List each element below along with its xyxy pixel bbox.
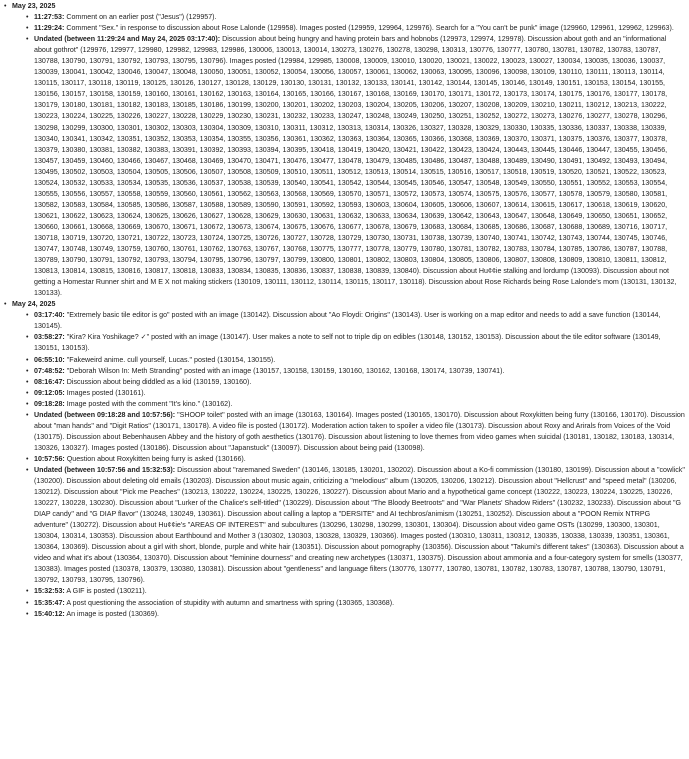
entry-text: Discussion about "raremaned Sweden" (130146, 130185, 130201, 130202). Discussion about a Ko-fi commission (130180, 130199). Discussion about a "cowlick" (130200). Discussion about deleting old emails (130203). Discussion about music again, criticizing a "melodious" album (130205, 130206, 130212). Discussion about "Hellcrust" and "speed metal" (130206, 130212). Discussion about "Pick me Peaches" (130213, 130222, 130224, 130225, 130226, 130227). Discussion about Mario and a hypothetical game concept (130222, 130223, 130224, 130225, 130226, 130227, 130228, 130230). Discussion about "Lurker of the Chalice's self-titled" (130229). Discussion about "The Bloody Beetroots" and "War Planets' Shadow Riders" (130232, 130233). Discussion about "G DIAP candy" and "G DIAP flavor" (130248, 130249, 130361). Discussion about calling a laptop a "DERSITE" and AI techbros/animism (130251, 130252). Discussion about a "POON Remix NTRPG adventure" (130272). Discussion about Hu¢¢ie's "AREAS OF INTEREST" and subcultures (130296, 130298, 130299, 130301, 130304). Discussion about video game OSTs (130299, 130300, 130301, 130304, 130314, 130353). Discussion about Earthbound and Mother 3 (130302, 130303, 130328, 130329, 130366). Images posted (130310, 130311, 130312, 130335, 130338, 130339, 130351, 130361, 130364, 130369). Discussion about a girl with short, blonde, purple and white hair (130351). Discussion about pornography (130356). Discussion about "Takumi's different takes" (130363). Discussion about a video and what it's about (130364, 130370). Discussion about "feminine dourness" and creating new archetypes (130371, 130375). Discussion about ammonia and a four-category system for smells (130377, 130383). Images posted (130378, 130379, 130380, 130381). Discussion about "gentleness" and language filters (130776, 130777, 130780, 130781, 130782, 130783, 130787, 130788, 130790, 130791, 130792, 130793, 130795, 130796). — [34, 465, 685, 585]
entry-text: "Extremely basic tile editor is go" posted with an image (130142). Discussion about "Ao Floydi: Origins" (130143). User is working on a map editor and needs to add a save function (130144, 130145). — [34, 311, 661, 331]
log-entry — [26, 465, 685, 587]
log-entry — [26, 377, 685, 388]
log-entry — [26, 399, 685, 410]
entry-text: An image is posted (130369). — [66, 609, 160, 618]
entry-time: 15:35:47: — [34, 598, 65, 607]
entry-time: 11:29:24: — [34, 24, 65, 33]
log-entry — [26, 34, 685, 299]
entry-time: Undated (between 11:29:24 and May 24, 2025 03:17:40): — [34, 35, 221, 44]
log-entry — [26, 586, 685, 597]
log-entry — [26, 310, 685, 332]
entry-time: 15:40:12: — [34, 609, 65, 618]
log-entry — [26, 598, 685, 609]
entry-text: "SHOOP toilet" posted with an image (130163, 130164). Images posted (130165, 130170). Discussion about Roxykitten being furry (130166, 130170). Discussion about "man hands" and "Digit Ratios" (130171, 130178). A video file is posted (130172). Moderation action taken to spoiler a video file (130173). Discussion about Roxy and Arirals from Voices of the Void (130175). Discussion about Bebenhausen Abbey and the history of goth aesthetics (130176). Discussion about listening to love themes from video games when suicidal (130181, 130182, 130183, 130314, 130326, 130327). Images posted (130186). Discussion about "Japanstuck" (130097). Discussion about being paid (130098). — [34, 410, 685, 452]
log-entry — [26, 366, 685, 377]
log-entry — [26, 332, 685, 354]
log-entry — [26, 388, 685, 399]
entry-text: Images posted (130161). — [66, 388, 146, 397]
entry-text: "Fakeweird anime. cull yourself, Lucas." posted (130154, 130155). — [66, 355, 276, 364]
entry-time: 03:17:40: — [34, 311, 65, 320]
entry-time: 11:27:53: — [34, 13, 65, 22]
log-entry — [26, 12, 685, 23]
log-entry — [26, 609, 685, 620]
entry-text: Discussion about being diddled as a kid (130159, 130160). — [66, 377, 252, 386]
entry-time: 06:55:10: — [34, 355, 65, 364]
entry-list — [12, 310, 685, 619]
entry-text: Discussion about being hungry and having protein bars and hobnobs (129973, 129974, 129978). Discussion about goth and an "informational about gothrot" (129976, 129977, 129980, 129982, 129983, 129986, 130006, 130013, 130014, 130273, 130276, 130278, 130298, 130313, 130776, 130777, 130780, 130781, 130782, 130783, 130787, 130788, 130790, 130791, 130792, 130793, 130795, 130796). Images posted (129984, 129985, 130008, 130009, 130010, 130020, 130021, 130022, 130023, 130027, 130034, 130035, 130036, 130037, 130039, 130041, 130042, 130046, 130047, 130048, 130050, 130051, 130052, 130054, 130056, 130057, 130061, 130062, 130063, 130095, 130096, 130098, 130109, 130110, 130111, 130113, 130114, 130115, 130117, 130118, 130119, 130125, 130126, 130127, 130128, 130129, 130130, 130131, 130132, 130133, 130141, 130142, 130144, 130145, 130146, 130149, 130151, 130153, 130154, 130155, 130156, 130157, 130158, 130159, 130160, 130161, 130162, 130163, 130164, 130165, 130166, 130167, 130168, 130169, 130170, 130171, 130172, 130173, 130174, 130175, 130176, 130177, 130178, 130179, 130180, 130181, 130182, 130183, 130185, 130186, 130199, 130200, 130201, 130202, 130203, 130204, 130205, 130206, 130207, 130208, 130209, 130210, 130211, 130212, 130213, 130222, 130223, 130224, 130225, 130226, 130227, 130228, 130229, 130230, 130231, 130232, 130233, 130247, 130248, 130249, 130250, 130251, 130252, 130272, 130273, 130276, 130277, 130278, 130296, 130298, 130299, 130300, 130301, 130302, 130303, 130304, 130309, 130310, 130311, 130312, 130313, 130314, 130326, 130327, 130328, 130329, 130330, 130335, 130336, 130337, 130338, 130339, 130340, 130341, 130342, 130351, 130352, 130353, 130354, 130355, 130356, 130361, 130362, 130363, 130364, 130365, 130366, 130368, 130369, 130370, 130371, 130375, 130376, 130377, 130378, 130379, 130380, 130381, 130382, 130383, 130391, 130392, 130393, 130394, 130395, 130418, 130419, 130420, 130421, 130422, 130423, 130424, 130443, 130445, 130446, 130447, 130455, 130456, 130457, 130459, 130460, 130466, 130467, 130468, 130469, 130470, 130471, 130476, 130477, 130478, 130479, 130485, 130486, 130487, 130488, 130489, 130490, 130491, 130492, 130493, 130494, 130495, 130502, 130503, 130504, 130505, 130506, 130507, 130508, 130509, 130510, 130511, 130512, 130513, 130514, 130515, 130516, 130517, 130518, 130519, 130520, 130521, 130522, 130523, 130524, 130532, 130533, 130534, 130535, 130536, 130537, 130538, 130539, 130540, 130541, 130542, 130544, 130545, 130546, 130547, 130548, 130549, 130550, 130551, 130552, 130553, 130554, 130555, 130556, 130557, 130558, 130559, 130560, 130561, 130562, 130563, 130568, 130569, 130570, 130571, 130572, 130573, 130574, 130575, 130576, 130577, 130578, 130579, 130580, 130581, 130582, 130583, 130584, 130585, 130586, 130587, 130588, 130589, 130590, 130591, 130592, 130593, 130603, 130604, 130605, 130606, 130607, 130614, 130615, 130617, 130618, 130619, 130620, 130621, 130622, 130623, 130624, 130625, 130626, 130627, 130628, 130629, 130630, 130631, 130632, 130633, 130634, 130639, 130642, 130643, 130647, 130648, 130649, 130650, 130651, 130652, 130660, 130661, 130668, 130669, 130670, 130671, 130672, 130673, 130674, 130675, 130676, 130677, 130678, 130679, 130683, 130684, 130685, 130686, 130687, 130688, 130689, 130716, 130717, 130718, 130719, 130720, 130721, 130722, 130723, 130724, 130725, 130726, 130727, 130728, 130729, 130730, 130731, 130738, 130739, 130740, 130741, 130742, 130743, 130744, 130745, 130746, 130747, 130748, 130749, 130759, 130760, 130761, 130762, 130763, 130767, 130768, 130775, 130777, 130778, 130779, 130780, 130781, 130782, 130783, 130784, 130785, 130786, 130787, 130788, 130789, 130790, 130791, 130792, 130793, 130794, 130795, 130796, 130797, 130799, 130800, 130801, 130802, 130803, 130804, 130805, 130806, 130807, 130808, 130809, 130810, 130811, 130812, 130813, 130814, 130815, 130816, 130817, 130818, 130833, 130834, 130835, 130836, 130837, 130838, 130839, 130840). Discussion about Hu¢¢ie stalking and lordump (130093). Discussion about not getting a Homestar Runner shirt and M E X not making stickers (130109, 130111, 130112, 130114, 130115, 130117, 130118). Discussion about Rose Richards being Rose Lalonde's mom (130131, 130132, 130133). — [34, 35, 677, 298]
entry-time: 15:32:53: — [34, 587, 65, 596]
entry-time: 03:58:27: — [34, 333, 65, 342]
entry-text: Question about Roxykitten being furry is asked (130166). — [66, 454, 246, 463]
day-item — [4, 299, 685, 619]
entry-text: "Deborah Wilson In: Meth Stranding" posted with an image (130157, 130158, 130159, 130160, 130162, 130168, 130174, 130739, 130741). — [66, 366, 505, 375]
log-entry — [26, 410, 685, 454]
log-entry — [26, 23, 685, 34]
entry-time: 09:18:28: — [34, 399, 65, 408]
entry-time: 08:16:47: — [34, 377, 65, 386]
entry-time: 09:12:05: — [34, 388, 65, 397]
day-date: May 23, 2025 — [12, 2, 56, 10]
entry-text: "Kira? Kira Yoshikage? ✓" posted with an image (130147). User makes a note to self not to triple dip on edibles (130148, 130152, 130153). Discussion about the tile editor software (130149, 130151, 130153). — [34, 333, 661, 353]
log-entry — [26, 355, 685, 366]
entry-time: 07:48:52: — [34, 366, 65, 375]
log-entry — [26, 454, 685, 465]
entry-text: Comment "Sex." in response to discussion about Rose Lalonde (129958). Images posted (129959, 129964, 129976). Search for a "You can't be punk" image (129960, 129961, 129962, 129963). — [66, 24, 674, 33]
day-list — [4, 1, 685, 620]
entry-text: Image posted with the comment "It's kino." (130162). — [66, 399, 233, 408]
entry-time: Undated (between 10:57:56 and 15:32:53): — [34, 465, 176, 474]
entry-text: A GIF is posted (130211). — [66, 587, 147, 596]
day-date: May 24, 2025 — [12, 300, 56, 309]
entry-time: 10:57:56: — [34, 454, 65, 463]
entry-text: Comment on an earlier post ("Jesus") (129957). — [66, 13, 217, 22]
entry-text: A post questioning the association of stupidity with autumn and smartness with spring (130365, 130368). — [66, 598, 395, 607]
entry-list — [12, 12, 685, 299]
entry-time: Undated (between 09:18:28 and 10:57:56): — [34, 410, 176, 419]
day-item — [4, 1, 685, 299]
